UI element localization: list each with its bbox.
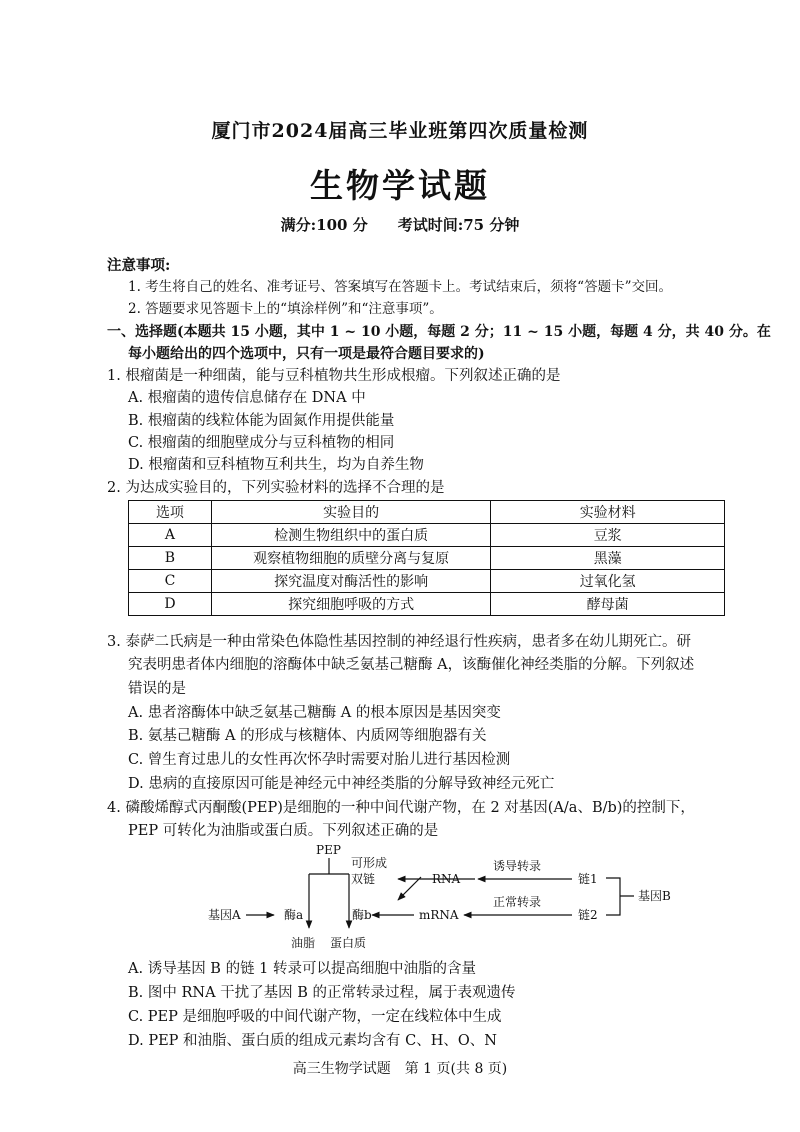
rna-to-mrna-arrow xyxy=(398,877,421,900)
label-gene-a: 基因A xyxy=(208,908,241,922)
label-enzyme-a: 酶a xyxy=(284,908,304,922)
table-cell: 豆浆 xyxy=(491,524,725,547)
table-cell: A xyxy=(129,524,212,547)
q4-stem-line1: 4. 磷酸烯醇式丙酮酸(PEP)是细胞的一种中间代谢产物，在 2 对基因(A/a、B/b)的控制下， xyxy=(107,800,695,816)
label-oil: 油脂 xyxy=(291,936,316,950)
q3-option-c: C. 曾生育过患儿的女性再次怀孕时需要对胎儿进行基因检测 xyxy=(128,752,511,768)
table-cell: 探究细胞呼吸的方式 xyxy=(211,593,491,616)
q1-option-d: D. 根瘤菌和豆科植物互利共生，均为自养生物 xyxy=(128,457,424,473)
exam-title: 生物学试题 xyxy=(310,166,490,205)
label-mrna: mRNA xyxy=(419,908,459,922)
exam-meta: 满分:100 分 考试时间:75 分钟 xyxy=(280,216,520,234)
q4-option-b: B. 图中 RNA 干扰了基因 B 的正常转录过程，属于表观遗传 xyxy=(128,985,516,1001)
q4-option-d: D. PEP 和油脂、蛋白质的组成元素均含有 C、H、O、N xyxy=(128,1033,497,1049)
table-header-row xyxy=(129,501,725,524)
table-header-cell: 选项 xyxy=(129,501,212,524)
q1-stem: 1. 根瘤菌是一种细菌，能与豆科植物共生形成根瘤。下列叙述正确的是 xyxy=(107,368,561,384)
label-protein: 蛋白质 xyxy=(330,936,367,950)
q3-option-a: A. 患者溶酶体中缺乏氨基己糖酶 A 的根本原因是基因突变 xyxy=(128,705,501,721)
label-rna: RNA xyxy=(432,872,461,886)
table-cell: 黑藻 xyxy=(491,547,725,570)
table-row xyxy=(129,524,725,547)
table-cell: 检测生物组织中的蛋白质 xyxy=(211,524,491,547)
table-row xyxy=(129,547,725,570)
notice-item-2: 2. 答题要求见答题卡上的“填涂样例”和“注意事项”。 xyxy=(128,301,443,317)
table-cell: D xyxy=(129,593,212,616)
table-row xyxy=(129,593,725,616)
table-cell: B xyxy=(129,547,212,570)
label-chain-1: 链1 xyxy=(578,872,598,886)
table-cell: 探究温度对酶活性的影响 xyxy=(211,570,491,593)
label-normal-transcription: 正常转录 xyxy=(493,895,542,909)
table-cell: 观察植物细胞的质壁分离与复原 xyxy=(211,547,491,570)
section-heading-line2: 每小题给出的四个选项中，只有一项是最符合题目要求的) xyxy=(128,346,485,362)
gene-b-bracket xyxy=(606,878,634,915)
q2-stem: 2. 为达成实验目的，下列实验材料的选择不合理的是 xyxy=(107,480,445,496)
q3-stem-line3: 错误的是 xyxy=(128,681,186,697)
label-double-strand-2: 双链 xyxy=(351,872,376,886)
q1-option-a: A. 根瘤菌的遗传信息储存在 DNA 中 xyxy=(128,390,366,406)
table-header-cell: 实验目的 xyxy=(211,501,491,524)
label-gene-b: 基因B xyxy=(638,889,671,903)
q1-option-c: C. 根瘤菌的细胞壁成分与豆科植物的相同 xyxy=(128,435,395,451)
q3-stem-line2: 究表明患者体内细胞的溶酶体中缺乏氨基己糖酶 A，该酶催化神经类脂的分解。下列叙述 xyxy=(128,657,695,673)
notice-item-1: 1. 考生将自己的姓名、准考证号、答案填写在答题卡上。考试结束后，须将“答题卡”交回。 xyxy=(128,279,672,295)
label-chain-2: 链2 xyxy=(578,908,598,922)
q1-option-b: B. 根瘤菌的线粒体能为固氮作用提供能量 xyxy=(128,413,395,429)
q2-table xyxy=(128,500,725,616)
table-row xyxy=(129,570,725,593)
label-enzyme-b: 酶b xyxy=(352,908,372,922)
q4-stem-line2: PEP 可转化为油脂或蛋白质。下列叙述正确的是 xyxy=(128,823,439,839)
table-cell: 过氧化氢 xyxy=(491,570,725,593)
q3-option-d: D. 患病的直接原因可能是神经元中神经类脂的分解导致神经元死亡 xyxy=(128,776,555,792)
q3-stem-line1: 3. 泰萨二氏病是一种由常染色体隐性基因控制的神经退行性疾病，患者多在幼儿期死亡。研 xyxy=(107,634,691,650)
table-cell: 酵母菌 xyxy=(491,593,725,616)
label-induced-transcription: 诱导转录 xyxy=(493,859,542,873)
notice-heading: 注意事项: xyxy=(107,257,171,274)
label-double-strand-1: 可形成 xyxy=(351,856,388,870)
table-cell: C xyxy=(129,570,212,593)
q4-option-c: C. PEP 是细胞呼吸的中间代谢产物，一定在线粒体中生成 xyxy=(128,1009,502,1025)
q3-option-b: B. 氨基己糖酶 A 的形成与核糖体、内质网等细胞器有关 xyxy=(128,728,487,744)
q4-option-a: A. 诱导基因 B 的链 1 转录可以提高细胞中油脂的含量 xyxy=(128,961,477,977)
label-pep: PEP xyxy=(316,843,341,857)
section-heading-line1: 一、选择题(本题共 15 小题，其中 1 ~ 10 小题，每题 2 分；11 ~ 15 小题，每题 4 分，共 40 分。在 xyxy=(107,324,771,340)
table-header-cell: 实验材料 xyxy=(491,501,725,524)
q4-pathway-diagram xyxy=(0,840,800,956)
exam-subtitle: 厦门市2024届高三毕业班第四次质量检测 xyxy=(211,120,589,142)
page-footer: 高三生物学试题 第 1 页(共 8 页) xyxy=(292,1061,508,1077)
